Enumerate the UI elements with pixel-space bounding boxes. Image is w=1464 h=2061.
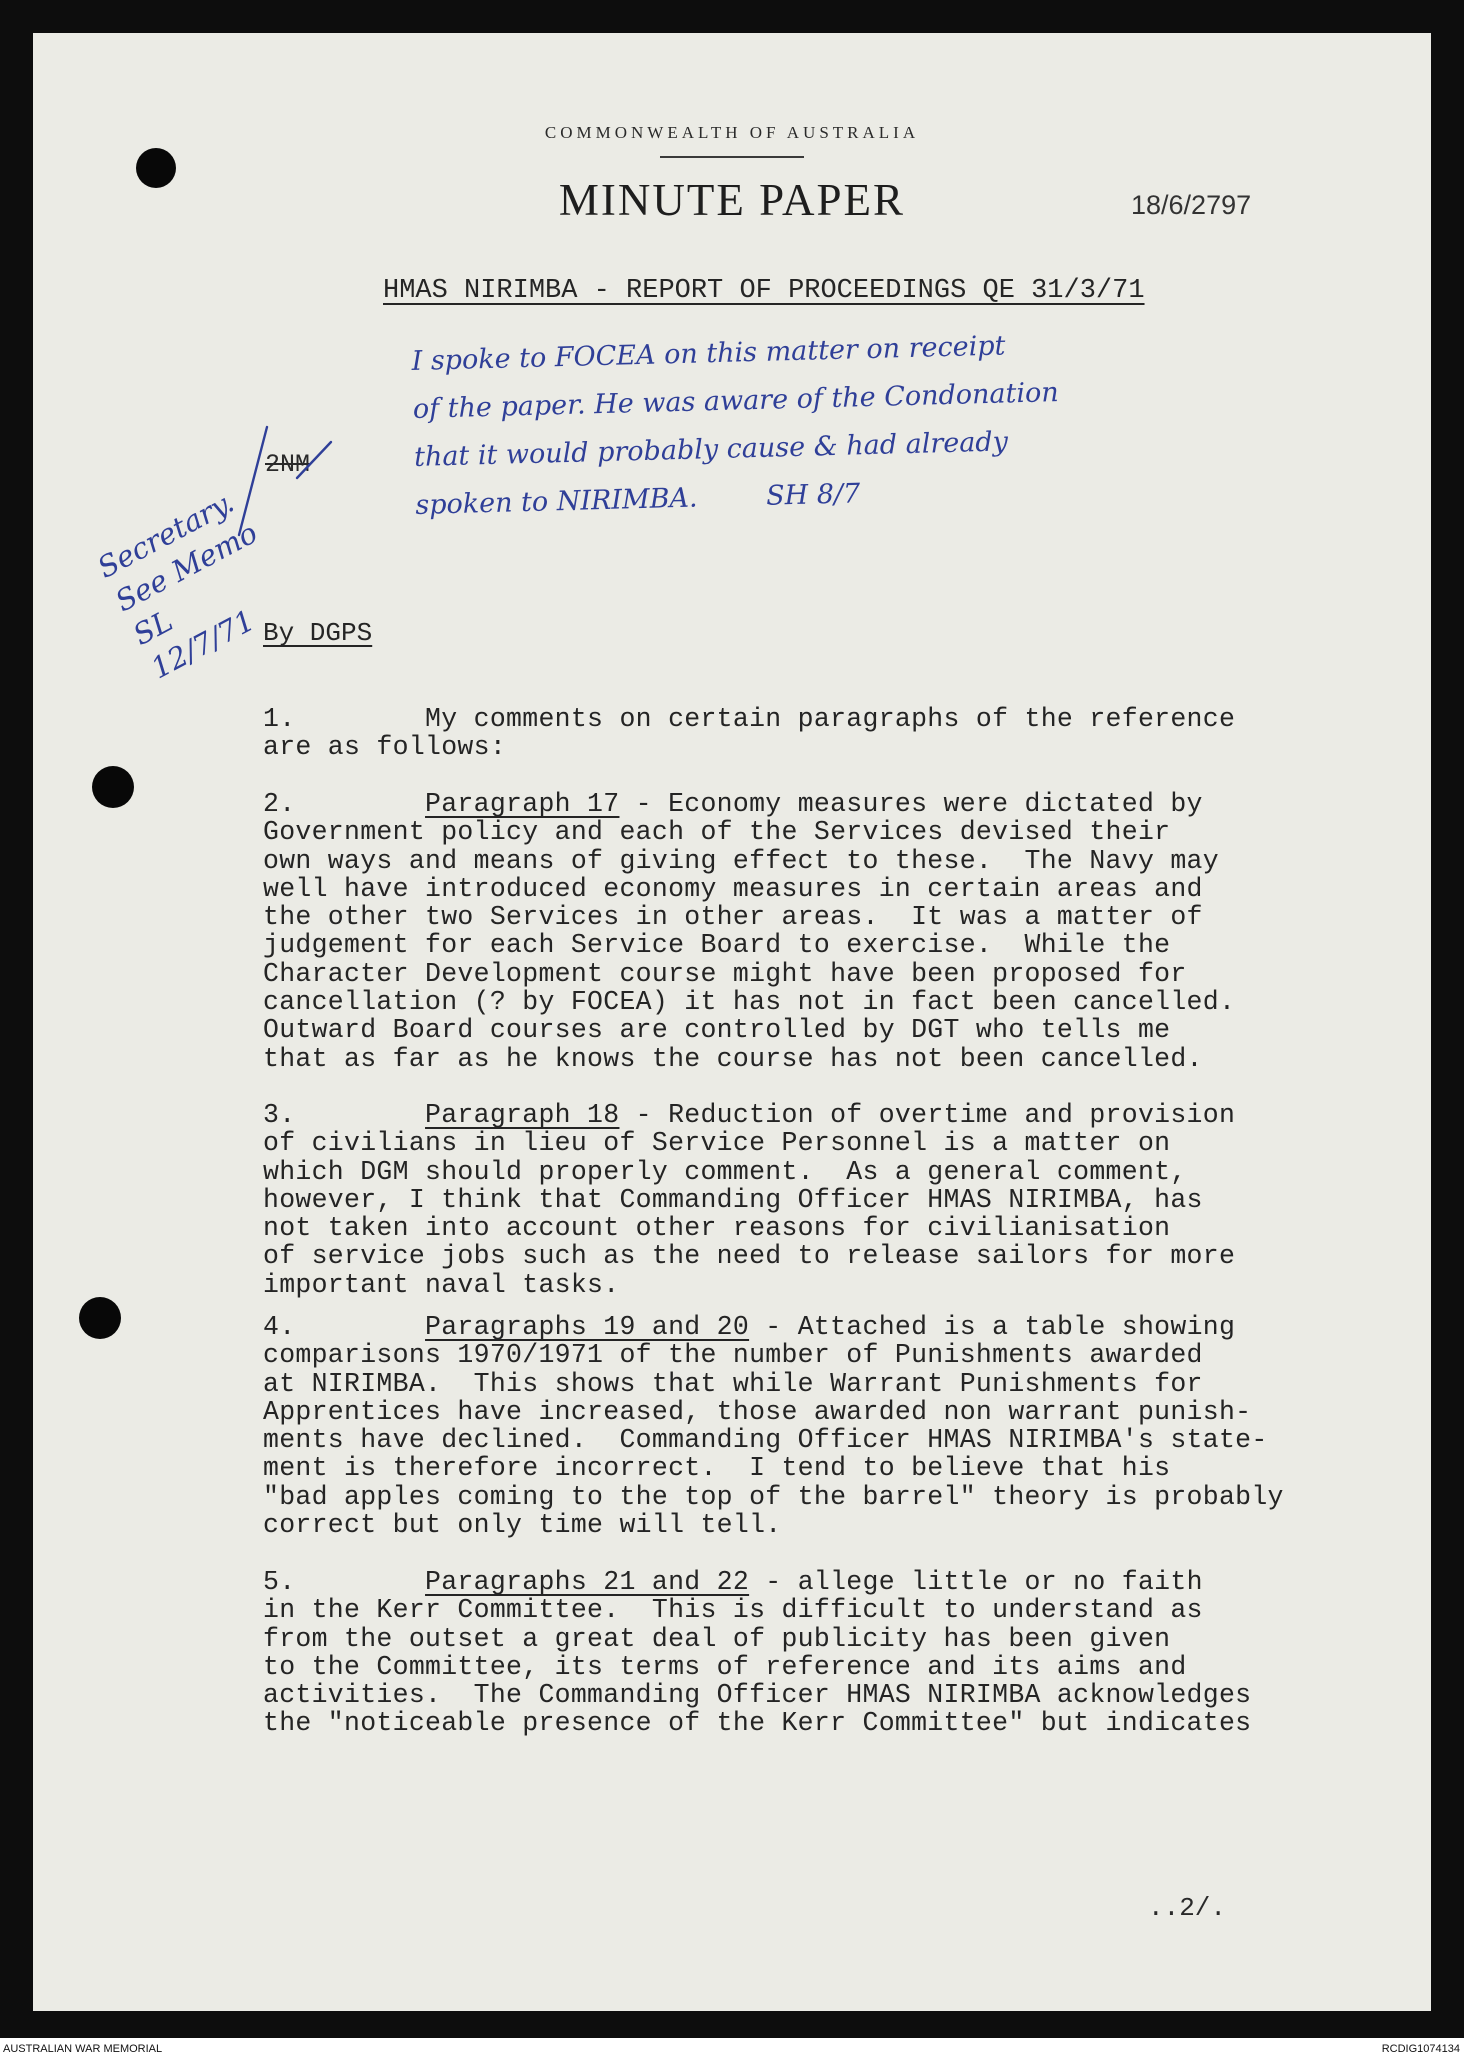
paragraph-line (263, 1158, 1235, 1186)
handwritten-note: I spoke to FOCEA on this matter on receipt of the paper. He was aware of the Condonation that it would probably cause & had already spoken to NIRIMBA. SH 8/7 (411, 330, 1060, 521)
punch-hole-1 (136, 148, 176, 188)
line-text: however, I think that Commanding Officer HMAS NIRIMBA, has (263, 1184, 1203, 1215)
paragraph-line (263, 1129, 1235, 1157)
paragraph-line (263, 1709, 1251, 1737)
paragraph-line (263, 1596, 1251, 1624)
paragraph-line (263, 875, 1235, 903)
paragraph-3 (263, 1101, 1235, 1299)
paragraph-line (263, 1341, 1284, 1369)
line-text: of civilians in lieu of Service Personnel is a matter on (263, 1128, 1171, 1159)
paragraph-line (263, 1568, 1251, 1596)
line-text: 2. (263, 789, 426, 819)
paragraph-line (263, 1045, 1235, 1073)
line-text: 5. (263, 1567, 426, 1597)
reference-number: 18/6/2797 (1131, 190, 1252, 220)
paragraph-heading: Paragraphs 21 and 22 (425, 1567, 750, 1597)
line-text: ment is therefore incorrect. I tend to believe that his (263, 1453, 1171, 1484)
paragraph-line (263, 1625, 1251, 1653)
line-text: Outward Board courses are controlled by DGT who tells me (263, 1015, 1171, 1046)
routing-mark: 2NM (265, 450, 311, 479)
header-title: MINUTE PAPER (558, 175, 906, 225)
line-text: - Reduction of overtime and provision (619, 1100, 1236, 1130)
line-text: 4. (263, 1312, 426, 1342)
line-text: 3. (263, 1100, 426, 1130)
line-text: which DGM should properly comment. As a general comment, (263, 1156, 1187, 1187)
paragraph-line (263, 1186, 1235, 1214)
paragraph-heading: Paragraph 18 (425, 1100, 620, 1130)
paragraph-line (263, 988, 1235, 1016)
line-text: ments have declined. Commanding Officer HMAS NIRIMBA's state- (263, 1425, 1268, 1456)
paragraph-2 (263, 790, 1235, 1073)
paragraph-line (263, 1271, 1235, 1299)
header-divider (660, 156, 804, 158)
line-text: in the Kerr Committee. This is difficult to understand as (263, 1595, 1203, 1626)
line-text: the "noticeable presence of the Kerr Committee" but indicates (263, 1708, 1252, 1739)
line-text: activities. The Commanding Officer HMAS NIRIMBA acknowledges (263, 1680, 1252, 1711)
footer-record-id: RCDIG1074134 (1381, 2043, 1460, 2055)
paragraph-line (263, 705, 1235, 733)
line-text: comparisons 1970/1971 of the number of Punishments awarded (263, 1340, 1203, 1371)
line-text: of service jobs such as the need to release sailors for more (263, 1241, 1236, 1272)
paragraph-line (263, 1016, 1235, 1044)
routing-pen-stroke (295, 438, 335, 482)
paragraph-line (263, 1653, 1251, 1681)
line-text: Apprentices have increased, those awarded non warrant punish- (263, 1396, 1252, 1427)
line-text: that as far as he knows the course has not been cancelled. (263, 1043, 1203, 1074)
line-text: - Attached is a table showing (749, 1312, 1236, 1342)
continuation-mark: ..2/. (1148, 1893, 1227, 1923)
paragraph-line (263, 1242, 1235, 1270)
line-text: the other two Services in other areas. It was a matter of (263, 902, 1203, 933)
minute-paper-page (33, 33, 1431, 2011)
footer-institution: AUSTRALIAN WAR MEMORIAL (3, 2043, 163, 2055)
line-text: judgement for each Service Board to exercise. While the (263, 930, 1171, 961)
header-commonwealth: COMMONWEALTH OF AUSTRALIA (544, 123, 920, 142)
paragraph-heading: Paragraph 17 (425, 789, 620, 819)
line-text: at NIRIMBA. This shows that while Warrant Punishments for (263, 1368, 1203, 1399)
subject-line: HMAS NIRIMBA - REPORT OF PROCEEDINGS QE 31/3/71 (383, 276, 1145, 306)
handwritten-margin-note: Secretary. See Memo SL 12/7/71 (91, 484, 263, 686)
line-text: - Economy measures were dictated by (619, 789, 1203, 819)
paragraph-5 (263, 1568, 1251, 1738)
line-text: 1. My comments on certain paragraphs of the reference (263, 704, 1236, 734)
paragraph-line (263, 1681, 1251, 1709)
line-text: important naval tasks. (263, 1269, 620, 1300)
line-text: are as follows: (263, 732, 507, 763)
paragraph-line (263, 1454, 1284, 1482)
line-text: Character Development course might have been proposed for (263, 958, 1187, 989)
by-line: By DGPS (263, 618, 373, 648)
paragraph-line (263, 903, 1235, 931)
punch-hole-2 (92, 766, 134, 808)
paragraph-heading: Paragraphs 19 and 20 (425, 1312, 750, 1342)
line-text: cancellation (? by FOCEA) it has not in fact been cancelled. (263, 987, 1236, 1018)
paragraph-line (263, 960, 1235, 988)
archive-footer (0, 2038, 1464, 2061)
paragraph-line (263, 1313, 1284, 1341)
margin-pen-stroke (233, 423, 273, 543)
line-text: correct but only time will tell. (263, 1510, 782, 1541)
line-text: - allege little or no faith (749, 1567, 1203, 1597)
paragraph-line (263, 1483, 1284, 1511)
paragraph-line (263, 1101, 1235, 1129)
paragraph-1 (263, 705, 1235, 762)
paragraph-line (263, 1426, 1284, 1454)
line-text: well have introduced economy measures in certain areas and (263, 873, 1203, 904)
line-text: Government policy and each of the Services devised their (263, 817, 1171, 848)
paragraph-line (263, 1214, 1235, 1242)
paragraph-line (263, 847, 1235, 875)
paragraph-line (263, 931, 1235, 959)
paragraph-4 (263, 1313, 1284, 1539)
line-text: not taken into account other reasons for civilianisation (263, 1213, 1171, 1244)
punch-hole-3 (79, 1297, 121, 1339)
paragraph-line (263, 818, 1235, 846)
paragraph-line (263, 1398, 1284, 1426)
line-text: "bad apples coming to the top of the barrel" theory is probably (263, 1481, 1284, 1512)
line-text: from the outset a great deal of publicity has been given (263, 1623, 1171, 1654)
paragraph-line (263, 1511, 1284, 1539)
line-text: to the Committee, its terms of reference and its aims and (263, 1651, 1187, 1682)
paragraph-line (263, 1370, 1284, 1398)
line-text: own ways and means of giving effect to these. The Navy may (263, 845, 1219, 876)
paragraph-line (263, 733, 1235, 761)
paragraph-line (263, 790, 1235, 818)
